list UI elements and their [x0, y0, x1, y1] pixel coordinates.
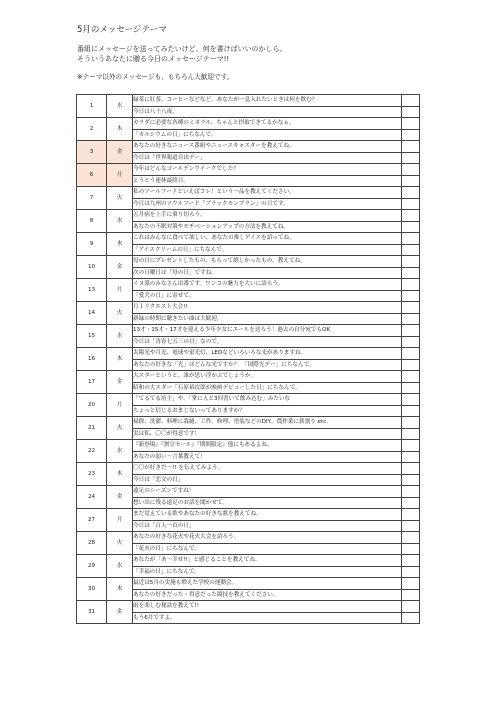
- theme-note: とうとう連休最終日。: [133, 175, 402, 187]
- table-row: [77, 118, 420, 130]
- blank-cell: [402, 566, 420, 578]
- theme-note: あなたの不眠対策やモチベーションアップの方法を教えてね。: [133, 221, 402, 233]
- theme-note: 今日は「世界報道自由デー」: [133, 152, 402, 164]
- theme-note: 実は私、〇〇が得意です！: [133, 428, 402, 440]
- theme-note: 新緑の時期に聴きたい曲は大歓迎。: [133, 313, 402, 325]
- day-cell: 6: [77, 164, 107, 187]
- table-row: [77, 532, 420, 544]
- weekday-cell: 月: [107, 509, 133, 532]
- blank-cell: [402, 348, 420, 360]
- theme-line: 緑茶に紅茶、コーヒーなどなど。あなたが一息入れたいときは何を飲む？: [133, 95, 402, 107]
- blank-cell: [402, 198, 420, 210]
- theme-note: 今日は「青春七五三の日」なので。: [133, 336, 402, 348]
- weekday-cell: 火: [107, 302, 133, 325]
- blank-cell: [402, 440, 420, 452]
- blank-cell: [402, 106, 420, 118]
- weekday-cell: 金: [107, 256, 133, 279]
- theme-line: 掃除、洗濯、料理に栽縫、工作、修理、塗装などのDIY。農作業に薪割り etc.: [133, 417, 402, 429]
- day-cell: 16: [77, 348, 107, 371]
- table-row: [77, 486, 420, 498]
- table-row: [77, 95, 420, 107]
- blank-cell: [402, 141, 420, 153]
- weekday-cell: 火: [107, 417, 133, 440]
- table-row: [77, 302, 420, 314]
- theme-line: 遠足のシーズンですね！: [133, 486, 402, 498]
- blank-cell: [402, 164, 420, 176]
- weekday-cell: 金: [107, 601, 133, 624]
- blank-cell: [402, 382, 420, 394]
- day-cell: 14: [77, 302, 107, 325]
- day-cell: 24: [77, 486, 107, 509]
- day-cell: 28: [77, 532, 107, 555]
- theme-line: 「てるてる坊主」や、「掌に人と3回書いて飲み込む」みたいな: [133, 394, 402, 406]
- table-row: [77, 256, 420, 268]
- day-cell: 1: [77, 95, 107, 118]
- weekday-cell: 月: [107, 279, 133, 302]
- table-row: [77, 555, 420, 567]
- table-row: [77, 417, 420, 429]
- theme-line: 13才・15才・17才を迎える少年少女にエールを送ろう！過去の自分宛でもOK: [133, 325, 402, 337]
- blank-cell: [402, 279, 420, 291]
- blank-cell: [402, 543, 420, 555]
- day-cell: 27: [77, 509, 107, 532]
- day-cell: 21: [77, 417, 107, 440]
- theme-note: もう6月ですよ。: [133, 612, 402, 624]
- blank-cell: [402, 394, 420, 406]
- weekday-cell: 月: [107, 394, 133, 417]
- theme-line: 最近は5月の実施も増えた学校の運動会。: [133, 578, 402, 590]
- blank-cell: [402, 474, 420, 486]
- weekday-cell: 金: [107, 141, 133, 164]
- intro-line: 番組にメッセージを送ってみたいけど、何を書けばいいのかしら。: [77, 45, 287, 53]
- theme-note: 今日は九州のソウルフード「ブラックモンブラン」の日です。: [133, 198, 402, 210]
- theme-line: イヌ派のみなさん出番です。ワンコの魅力を大いに語ろう。: [133, 279, 402, 291]
- weekday-cell: 金: [107, 371, 133, 394]
- blank-cell: [402, 601, 420, 613]
- blank-cell: [402, 520, 420, 532]
- table-row: [77, 509, 420, 521]
- day-cell: 8: [77, 210, 107, 233]
- blank-cell: [402, 95, 420, 107]
- blank-cell: [402, 221, 420, 233]
- table-row: [77, 187, 420, 199]
- theme-line: 母の日にプレゼントしたもの、もらって嬉しかったもの、教えてね。: [133, 256, 402, 268]
- blank-cell: [402, 313, 420, 325]
- blank-cell: [402, 555, 420, 567]
- weekday-cell: 水: [107, 210, 133, 233]
- table-row: [77, 233, 420, 245]
- theme-line: 月１リクエスト大会!!: [133, 302, 402, 314]
- weekday-cell: 木: [107, 118, 133, 141]
- weekday-cell: 木: [107, 233, 133, 256]
- day-cell: 3: [77, 141, 107, 164]
- theme-note: 想い出に残る遠足のお話を聞かせて。: [133, 497, 402, 509]
- day-cell: 22: [77, 440, 107, 463]
- blank-cell: [402, 486, 420, 498]
- blank-cell: [402, 210, 420, 222]
- blank-cell: [402, 336, 420, 348]
- day-cell: 20: [77, 394, 107, 417]
- weekday-cell: 水: [107, 95, 133, 118]
- theme-note: ちょっと信じるおまじないってありますか？: [133, 405, 402, 417]
- theme-line: あなたの好きな花火や花火大会を語ろう。: [133, 532, 402, 544]
- blank-cell: [402, 118, 420, 130]
- day-cell: 17: [77, 371, 107, 394]
- day-cell: 13: [77, 279, 107, 302]
- blank-cell: [402, 325, 420, 337]
- blank-cell: [402, 532, 420, 544]
- theme-line: まだ覚えている歌やあなたの好きな歌を教えてね。: [133, 509, 402, 521]
- weekday-cell: 火: [107, 532, 133, 555]
- theme-line: 私のソールフードといえばコレ！という一品を教えてください。: [133, 187, 402, 199]
- day-cell: 15: [77, 325, 107, 348]
- theme-note: 「アイスクリームの日」にちなんで。: [133, 244, 402, 256]
- table-row: [77, 164, 420, 176]
- blank-cell: [402, 244, 420, 256]
- blank-cell: [402, 175, 420, 187]
- theme-note: 昭和の大スター「石原裕次郎が映画デビューした日」にちなんで。: [133, 382, 402, 394]
- intro-line: そういうあなたに贈る今日のメッセージテーマ!!: [77, 55, 230, 63]
- table-row: [77, 463, 420, 475]
- weekday-cell: 木: [107, 463, 133, 486]
- blank-cell: [402, 451, 420, 463]
- theme-note: あなたの弱い〜言葉教えて！: [133, 451, 402, 463]
- day-cell: 2: [77, 118, 107, 141]
- theme-line: カラダに必要な各種のミネラル、ちゃんと摂取できてるかなぁ。: [133, 118, 402, 130]
- theme-line: 『新登場』『割引セール』『期間限定』他にもあるよね。: [133, 440, 402, 452]
- weekday-cell: 火: [107, 187, 133, 210]
- weekday-cell: 金: [107, 486, 133, 509]
- blank-cell: [402, 129, 420, 141]
- blank-cell: [402, 267, 420, 279]
- note-text: ※テーマ以外のメッセージも、もちろん大歓迎です。: [77, 73, 234, 81]
- message-theme-table: [76, 94, 420, 624]
- day-cell: 9: [77, 233, 107, 256]
- theme-note: あなたの好きな「光」はどんな光ですか？ 「国際光デー」にちなんで。: [133, 359, 402, 371]
- theme-line: これはみんなに食べて欲しい、あなたの推しアイスを語ってね。: [133, 233, 402, 245]
- day-cell: 23: [77, 463, 107, 486]
- weekday-cell: 月: [107, 164, 133, 187]
- table-row: [77, 394, 420, 406]
- table-row: [77, 578, 420, 590]
- table-row: [77, 325, 420, 337]
- theme-note: 「愛犬の日」に寄せて。: [133, 290, 402, 302]
- theme-note: 「幸福の日」にちなんで。: [133, 566, 402, 578]
- day-cell: 10: [77, 256, 107, 279]
- weekday-cell: 木: [107, 578, 133, 601]
- theme-note: 次の日曜日は「母の日」ですね。: [133, 267, 402, 279]
- table-row: [77, 210, 420, 222]
- theme-line: 太陽光や月光、電球や蛍光灯、LEDなどいろいろな光がありますね。: [133, 348, 402, 360]
- day-cell: 30: [77, 578, 107, 601]
- weekday-cell: 水: [107, 555, 133, 578]
- theme-note: 今日は「百人一首の日」: [133, 520, 402, 532]
- theme-line: 雨を楽しむ秘訣を教えて!!: [133, 601, 402, 613]
- page-title: 5月のメッセージテーマ: [77, 25, 167, 35]
- blank-cell: [402, 612, 420, 624]
- theme-line: 大スターというと、誰が思い浮かぶでしょうか。: [133, 371, 402, 383]
- blank-cell: [402, 417, 420, 429]
- theme-note: 今日は「恋文の日」: [133, 474, 402, 486]
- blank-cell: [402, 302, 420, 314]
- theme-line: 五月病を上手に乗り切ろう。: [133, 210, 402, 222]
- intro-text: [77, 44, 287, 64]
- table-row: [77, 601, 420, 613]
- day-cell: 7: [77, 187, 107, 210]
- theme-note: あなたの好きだった・得意だった競技を教えてください。: [133, 589, 402, 601]
- blank-cell: [402, 578, 420, 590]
- blank-cell: [402, 405, 420, 417]
- theme-note: 「花火の日」にちなんで。: [133, 543, 402, 555]
- theme-note: 「カルシウムの日」にちなんで。: [133, 129, 402, 141]
- blank-cell: [402, 589, 420, 601]
- table-row: [77, 141, 420, 153]
- blank-cell: [402, 233, 420, 245]
- table-row: [77, 348, 420, 360]
- blank-cell: [402, 152, 420, 164]
- table-row: [77, 371, 420, 383]
- weekday-cell: 水: [107, 440, 133, 463]
- blank-cell: [402, 497, 420, 509]
- theme-line: 〇〇が好きだ〜!! を伝えてみよう。: [133, 463, 402, 475]
- theme-line: あなたの好きなニュース番組やニュースキャスターを教えてね。: [133, 141, 402, 153]
- blank-cell: [402, 463, 420, 475]
- theme-line: あなたが「あ〜幸せ!!」と感じることを教えてね。: [133, 555, 402, 567]
- blank-cell: [402, 359, 420, 371]
- theme-note: 今日は八十八夜。: [133, 106, 402, 118]
- blank-cell: [402, 290, 420, 302]
- blank-cell: [402, 187, 420, 199]
- blank-cell: [402, 428, 420, 440]
- blank-cell: [402, 371, 420, 383]
- theme-line: 今年はどんなゴールデンウイークでした？: [133, 164, 402, 176]
- weekday-cell: 木: [107, 348, 133, 371]
- table-row: [77, 440, 420, 452]
- day-cell: 29: [77, 555, 107, 578]
- day-cell: 31: [77, 601, 107, 624]
- weekday-cell: 水: [107, 325, 133, 348]
- blank-cell: [402, 509, 420, 521]
- blank-cell: [402, 256, 420, 268]
- table-row: [77, 279, 420, 291]
